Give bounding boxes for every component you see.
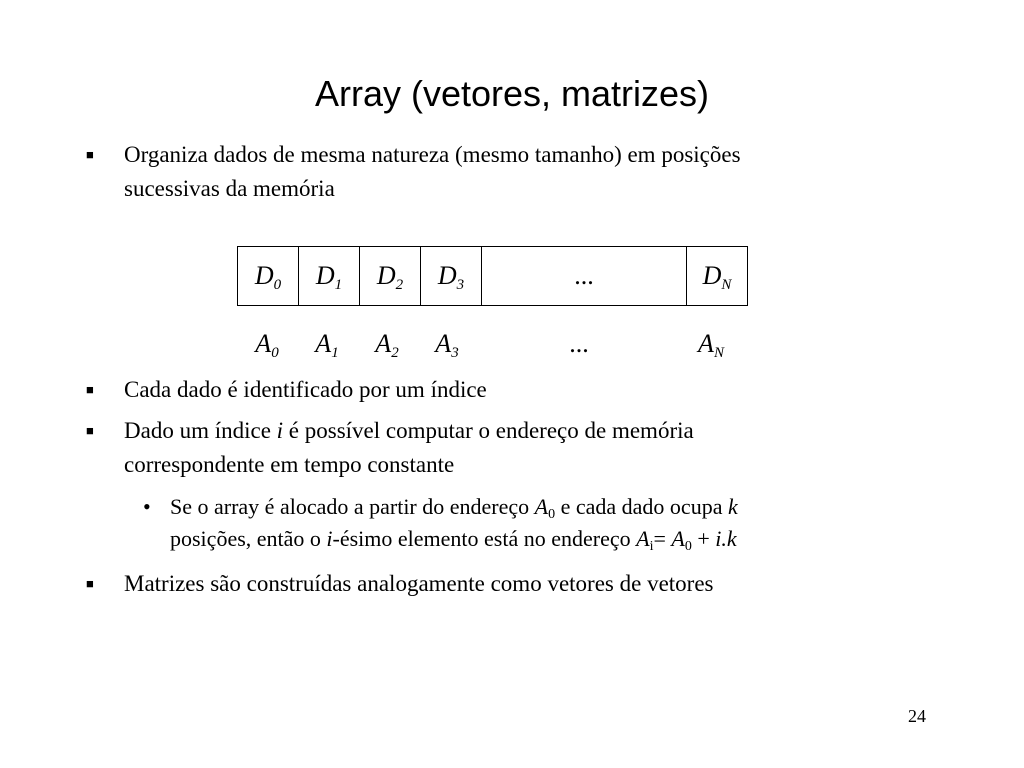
memory-row — [238, 247, 748, 306]
square-bullet-icon: ■ — [86, 576, 94, 591]
bullet-line: Matrizes são construídas analogamente como vetores de vetores — [124, 571, 714, 596]
bullet-line: Dado um índice i é possível computar o endereço de memória — [124, 418, 694, 443]
square-bullet-icon: ■ — [86, 382, 94, 397]
sub-bullet-line: Se o array é alocado a partir do endereço $A_0$ e cada dado ocupa k — [170, 494, 738, 522]
square-bullet-icon: ■ — [86, 423, 94, 438]
address-label: $A_1$ — [315, 329, 339, 361]
bullet-line: correspondente em tempo constante — [124, 452, 455, 477]
dot-bullet-icon: • — [143, 494, 151, 519]
square-bullet-icon: ■ — [86, 147, 94, 162]
page-number: 24 — [908, 706, 926, 726]
address-label: $A_N$ — [698, 329, 724, 361]
memory-cell-ellipsis: ... — [482, 247, 687, 306]
bullet-line: Cada dado é identificado por um índice — [124, 377, 487, 402]
bullet-line: Organiza dados de mesma natureza (mesmo tamanho) em posições — [124, 142, 741, 167]
slide-title: Array (vetores, matrizes) — [314, 73, 710, 114]
memory-cell: $D_0$ — [238, 247, 299, 306]
address-label: $A_2$ — [375, 329, 399, 361]
memory-cell: $D_3$ — [421, 247, 482, 306]
memory-cell: $D_1$ — [299, 247, 360, 306]
address-row — [237, 316, 741, 372]
memory-cell: $D_2$ — [360, 247, 421, 306]
memory-cells-table — [237, 246, 748, 306]
sub-bullet-line: posições, então o i-ésimo elemento está no endereço $A_i= A_0 + i.k$ — [170, 526, 737, 554]
bullet-line: sucessivas da memória — [124, 176, 335, 201]
address-labels-table — [237, 316, 741, 372]
memory-cell: $D_N$ — [687, 247, 748, 306]
address-label: $A_0$ — [255, 329, 279, 361]
address-label: $A_3$ — [435, 329, 459, 361]
address-label-ellipsis: ... — [569, 329, 589, 358]
